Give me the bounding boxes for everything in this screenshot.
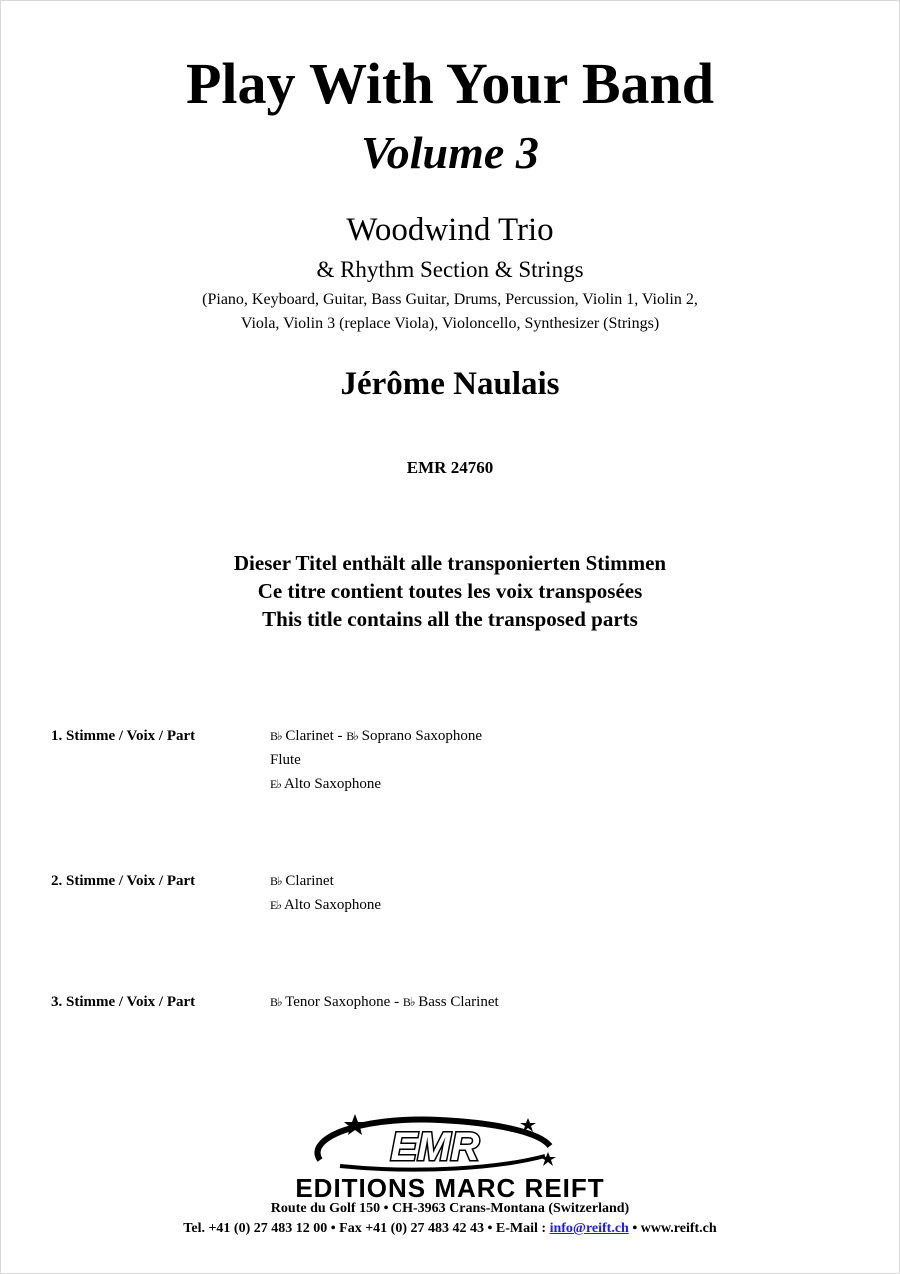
- flat-key: B♭: [402, 995, 415, 1009]
- phone-fax: Tel. +41 (0) 27 483 12 00 • Fax +41 (0) 27 483 42 43 • E-Mail :: [183, 1221, 550, 1236]
- part-2-label: 2. Stimme / Voix / Part: [51, 873, 196, 889]
- part-3-instrument-1: [270, 991, 499, 1013]
- instrument-name: Tenor Saxophone -: [285, 994, 403, 1010]
- logo-text: EMR: [390, 1125, 480, 1169]
- part-1-instrument-3: [270, 773, 381, 795]
- emr-logo: [300, 1108, 570, 1178]
- composer-name: Jérôme Naulais: [340, 366, 560, 402]
- email-link[interactable]: info@reift.ch: [549, 1221, 629, 1236]
- catalog-number: EMR 24760: [406, 458, 494, 477]
- flat-key: B♭: [346, 729, 358, 743]
- instrument-name: Clarinet: [285, 873, 334, 889]
- part-2-instrument-2: [270, 894, 381, 916]
- instrument-name: Alto Saxophone: [283, 776, 382, 792]
- instrument-name: Soprano Saxophone: [361, 728, 483, 744]
- publisher-address: Route du Golf 150 • CH-3963 Crans-Montana (Switzerland): [270, 1201, 630, 1216]
- subtitle: & Rhythm Section & Strings: [316, 257, 584, 282]
- part-1-label: 1. Stimme / Voix / Part: [51, 728, 196, 744]
- flat-key: E♭: [270, 777, 281, 791]
- instrument-name: Clarinet -: [285, 728, 347, 744]
- part-1-instrument-1: [270, 725, 482, 747]
- flat-key: B♭: [270, 729, 282, 743]
- flat-key: B♭: [270, 995, 282, 1009]
- volume-title: Volume 3: [361, 127, 539, 178]
- notice-french: Ce titre contient toutes les voix transposées: [257, 579, 643, 603]
- instrument-name: Alto Saxophone: [283, 897, 382, 913]
- flat-key: B♭: [270, 874, 282, 888]
- instrument-name: Flute: [270, 752, 301, 768]
- instrument-list-line-2: Viola, Violin 3 (replace Viola), Violoncello, Synthesizer (Strings): [240, 315, 660, 332]
- ensemble-title: Woodwind Trio: [346, 212, 554, 248]
- instrument-name: Bass Clarinet: [418, 994, 499, 1010]
- notice-english: This title contains all the transposed parts: [262, 607, 638, 631]
- notice-german: Dieser Titel enthält alle transponierten Stimmen: [233, 551, 667, 575]
- main-title: Play With Your Band: [185, 51, 715, 116]
- publisher-name: EDITIONS MARC REIFT: [295, 1173, 605, 1203]
- part-2-instrument-1: [270, 870, 334, 892]
- publisher-contact: [0, 1219, 900, 1239]
- part-1-instrument-2: [270, 749, 301, 771]
- flat-key: E♭: [270, 898, 281, 912]
- star-icon: [540, 1152, 556, 1166]
- instrument-list-line-1: (Piano, Keyboard, Guitar, Bass Guitar, Drums, Percussion, Violin 1, Violin 2,: [202, 291, 698, 308]
- part-3-label: 3. Stimme / Voix / Part: [51, 994, 196, 1010]
- website: • www.reift.ch: [628, 1221, 717, 1236]
